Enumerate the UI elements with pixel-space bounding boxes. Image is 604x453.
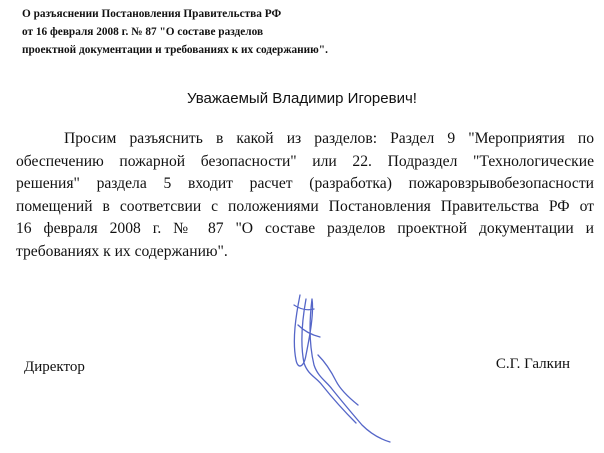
signature-stroke (294, 295, 390, 442)
body-line: решения" раздела 5 входит расчет (разработка) пожаровзрывобезопасности (16, 175, 594, 192)
letter-body (16, 128, 594, 263)
subject-line: О разъяснении Постановления Правительства РФ (22, 8, 282, 20)
handwritten-signature (270, 285, 420, 445)
body-line: Просим разъяснить в какой из разделов: Раздел 9 "Мероприятия по (64, 130, 594, 147)
signer-title: Директор (24, 359, 85, 375)
signer-name: С.Г. Галкин (495, 356, 570, 372)
subject-line: проектной документации и требованиях к их содержанию". (22, 44, 328, 56)
body-line: требованиях к их содержанию". (16, 242, 228, 260)
body-line: 16 февраля 2008 г. № 87 "О составе разделов проектной документации и (16, 220, 594, 237)
salutation: Уважаемый Владимир Игоревич! (187, 90, 417, 107)
body-line: помещений в соответсвии с положениями Постановления Правительства РФ от (16, 197, 594, 215)
body-line: обеспечению пожарной безопасности" или 22. Подраздел "Технологические (16, 152, 594, 170)
subject-line: от 16 февраля 2008 г. № 87 "О составе разделов (22, 26, 264, 38)
letter-subject (22, 5, 422, 59)
